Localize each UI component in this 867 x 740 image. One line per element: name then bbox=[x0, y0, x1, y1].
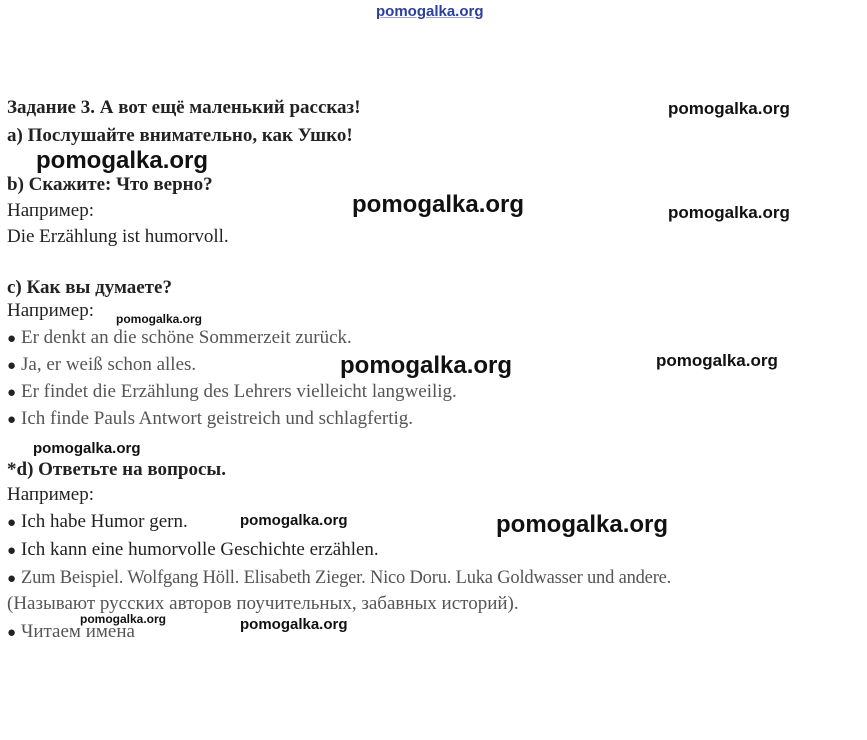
list-item-text: Ja, er weiß schon alles. bbox=[21, 354, 197, 375]
list-item bbox=[7, 538, 379, 563]
bullet-icon: ● bbox=[7, 515, 17, 531]
watermark: pomogalka.org bbox=[668, 99, 790, 118]
bullet-icon: ● bbox=[7, 543, 17, 559]
list-item-text: Ich habe Humor gern. bbox=[21, 511, 188, 532]
example-label: Например: bbox=[7, 300, 94, 321]
list-item-text: Zum Beispiel. Wolfgang Höll. Elisabeth Zieger. Nico Doru. Luka Goldwasser und andere. bbox=[21, 568, 672, 588]
watermark: pomogalka.org bbox=[36, 147, 209, 174]
note-text: (Называют русских авторов поучительных, забавных историй). bbox=[7, 593, 519, 614]
part-d-heading: *d) Ответьте на вопросы. bbox=[7, 459, 226, 480]
list-item bbox=[7, 510, 188, 535]
example-label: Например: bbox=[7, 200, 94, 221]
example-label: Например: bbox=[7, 484, 94, 505]
part-c-heading: c) Как вы думаете? bbox=[7, 277, 172, 298]
watermark: pomogalka.org bbox=[656, 351, 778, 370]
list-item-text: Er findet die Erzählung des Lehrers vielleicht langweilig. bbox=[21, 381, 457, 402]
bullet-icon: ● bbox=[7, 331, 17, 347]
part-a-heading: а) Послушайте внимательно, как Ушко! bbox=[7, 125, 353, 146]
bullet-icon: ● bbox=[7, 412, 17, 428]
watermark: pomogalka.org bbox=[240, 616, 348, 633]
bullet-icon: ● bbox=[7, 571, 16, 587]
list-item bbox=[7, 407, 413, 432]
list-item bbox=[7, 326, 352, 351]
list-item-text: Читаем имена bbox=[21, 621, 135, 642]
watermark: pomogalka.org bbox=[116, 312, 203, 326]
list-item-text: Ich finde Pauls Antwort geistreich und schlagfertig. bbox=[21, 408, 414, 429]
bullet-icon: ● bbox=[7, 385, 17, 401]
watermark: pomogalka.org bbox=[668, 203, 790, 222]
list-item bbox=[7, 566, 671, 591]
watermark: pomogalka.org bbox=[340, 352, 513, 379]
list-item bbox=[7, 380, 457, 405]
site-link[interactable]: pomogalka.org bbox=[376, 3, 484, 20]
list-item-text: Er denkt an die schöne Sommerzeit zurück. bbox=[21, 327, 352, 348]
bullet-icon: ● bbox=[7, 625, 17, 641]
watermark: pomogalka.org bbox=[240, 512, 348, 529]
bullet-icon: ● bbox=[7, 358, 17, 374]
watermark: pomogalka.org bbox=[33, 440, 141, 457]
part-b-heading: b) Скажите: Что верно? bbox=[7, 174, 213, 195]
answer-b-text: Die Erzählung ist humorvoll. bbox=[7, 226, 229, 247]
task-title: Задание 3. А вот ещё маленький рассказ! bbox=[7, 97, 361, 118]
watermark: pomogalka.org bbox=[496, 511, 669, 538]
list-item-text: Ich kann eine humorvolle Geschichte erzählen. bbox=[21, 539, 379, 560]
watermark: pomogalka.org bbox=[352, 191, 525, 218]
watermark: pomogalka.org bbox=[80, 612, 167, 626]
list-item bbox=[7, 353, 196, 378]
